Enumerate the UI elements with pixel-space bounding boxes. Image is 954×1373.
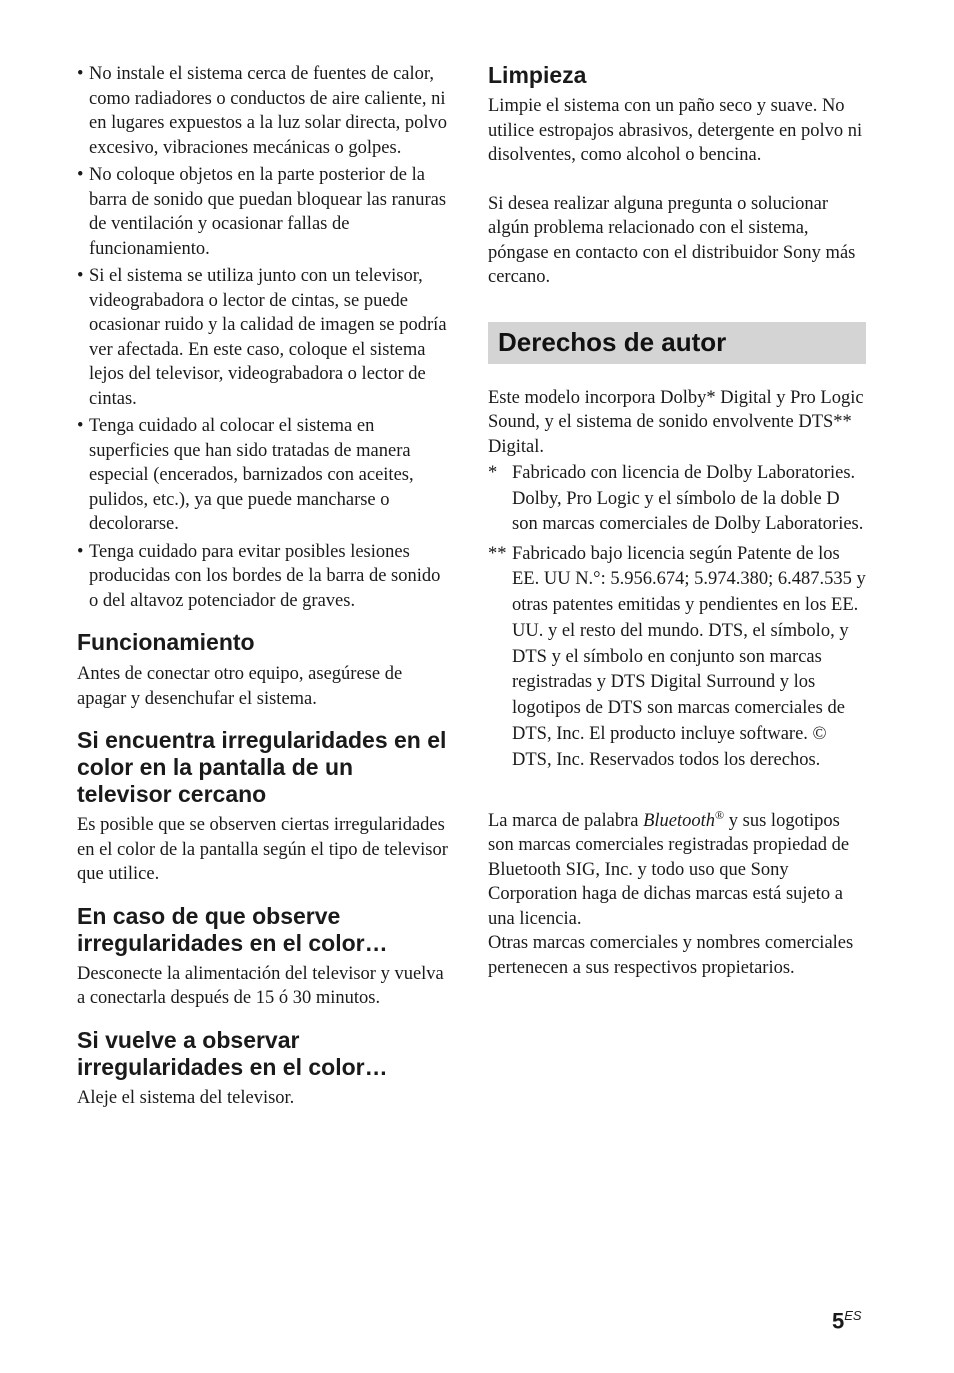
heading-observe: En caso de que observe irregularidades en el color… <box>77 902 388 956</box>
bluetooth-rest: y sus logotipos son marcas comerciales registradas propiedad de Bluetooth SIG, Inc. y todo uso que Sony Corporation haga de dichas marcas está sujeto a una licencia. <box>488 810 850 929</box>
heading-again: Si vuelve a observar irregularidades en el color… <box>77 1026 388 1080</box>
text-dolby-intro: Este modelo incorpora Dolby* Digital y Pro Logic Sound, y el sistema de sonido envolvente DTS** Digital. <box>488 387 864 457</box>
bluetooth-word: Bluetooth <box>643 810 716 831</box>
bluetooth-prefix: La marca de palabra <box>488 810 644 831</box>
bullet-rear-objects: • No coloque objetos en la parte posterior de la barra de sonido que puedan bloquear las ranuras de ventilación y ocasionar fallas de funcionamiento. <box>77 163 453 261</box>
bullet-heat-sources: • No instale el sistema cerca de fuentes de calor, como radiadores o conductos de aire caliente, ni en lugares expuestos a la luz solar directa, polvo excesivo, vibraciones mecánicas o golpes. <box>77 62 453 160</box>
section-title: Derechos de autor <box>498 327 727 357</box>
text-again: Aleje el sistema del televisor. <box>77 1087 295 1108</box>
left-column <box>77 62 453 1110</box>
page-number-value: 5 <box>832 1308 845 1334</box>
right-column <box>488 62 866 980</box>
page-language-suffix: ES <box>844 1308 862 1323</box>
footnote-dolby-line2: Dolby, Pro Logic y el símbolo de la doble D son marcas comerciales de Dolby Laboratories. <box>512 488 864 534</box>
section-bar-derechos <box>488 322 866 364</box>
bullet-surfaces: • Tenga cuidado al colocar el sistema en superficies que han sido tratadas de manera especial (encerados, barnizados con aceites, pulidos, etc.), ya que puede mancharse o decolorarse. <box>77 414 453 537</box>
heading-funcionamiento: Funcionamiento <box>77 629 255 655</box>
footnote-mark: * <box>488 463 498 483</box>
footnote-dolby-line1: Fabricado con licencia de Dolby Laboratories. <box>512 463 856 483</box>
heading-limpieza: Limpieza <box>488 62 587 88</box>
text-funcionamiento: Antes de conectar otro equipo, asegúrese de apagar y desenchufar el sistema. <box>77 664 403 709</box>
footnote-mark: ** <box>488 543 507 564</box>
footnote-dts <box>488 542 866 774</box>
page-number <box>832 1308 862 1334</box>
text-contact: Si desea realizar alguna pregunta o solucionar algún problema relacionado con el sistema, póngase en contacto con el distribuidor Sony más cercano. <box>488 193 856 287</box>
text-bluetooth <box>488 803 866 932</box>
text-observe: Desconecte la alimentación del televisor y vuelva a conectarla después de 15 ó 30 minutos. <box>77 963 444 1008</box>
registered-mark: ® <box>715 807 725 822</box>
bullet-tv-noise: • Si el sistema se utiliza junto con un televisor, videograbadora o lector de cintas, se puede ocasionar ruido y la calidad de imagen se podría ver afectada. En este caso, coloque el sistema lejos del televisor, videograbadora o lector de cintas. <box>77 264 453 411</box>
text-irregularidades: Es posible que se observen ciertas irregularidades en el color de la pantalla según el tipo de televisor que utilice. <box>77 815 448 884</box>
text-limpieza: Limpie el sistema con un paño seco y suave. No utilice estropajos abrasivos, detergente en polvo ni disolventes, como alcohol o bencina. <box>488 96 863 165</box>
footnote-dolby <box>488 461 866 538</box>
heading-irregularidades: Si encuentra irregularidades en el color en la pantalla de un televisor cercano <box>77 727 447 807</box>
footnote-dts-text: Fabricado bajo licencia según Patente de los EE. UU N.°: 5.956.674; 5.974.380; 6.487.535 y otras patentes emitidas y pendientes en los EE. UU. y el resto del mundo. DTS, el símbolo, y DTS y el símbolo en conjunto son marcas registradas y DTS Digital Surround y los logotipos de DTS son marcas comerciales de DTS, Inc. El producto incluye software. © DTS, Inc. Reservados todos los derechos. <box>512 543 866 770</box>
text-other-marks: Otras marcas comerciales y nombres comerciales pertenecen a sus respectivos propietarios. <box>488 933 854 978</box>
bullet-injuries: • Tenga cuidado para evitar posibles lesiones producidas con los bordes de la barra de sonido o del altavoz potenciador de graves. <box>77 540 453 614</box>
